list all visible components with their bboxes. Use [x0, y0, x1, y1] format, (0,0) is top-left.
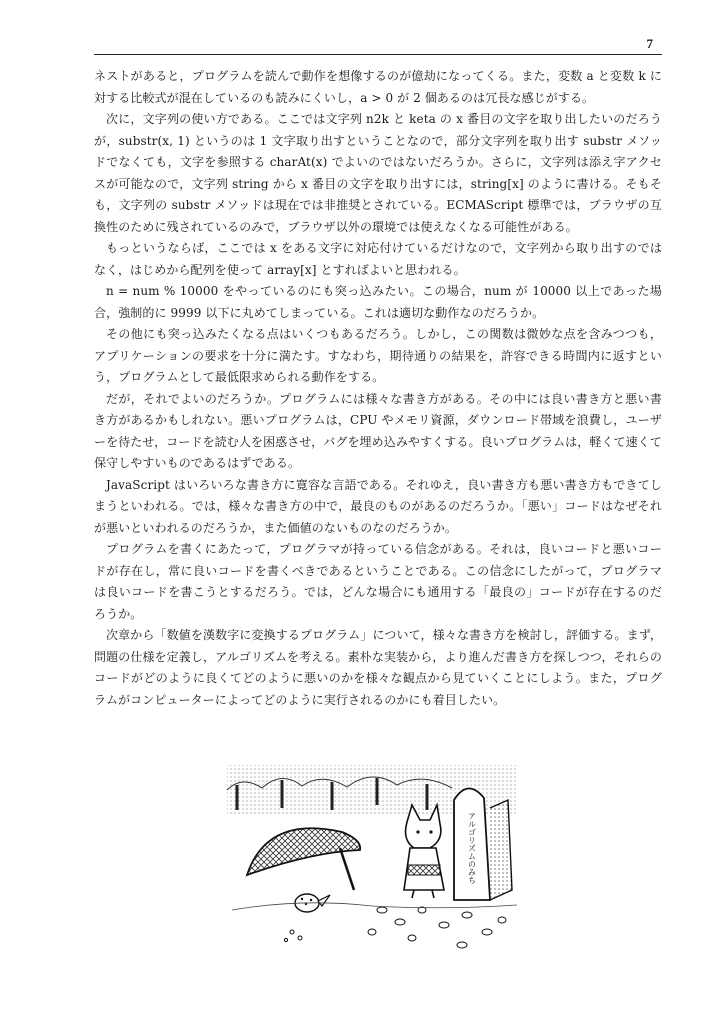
- signpost-stone: [454, 788, 512, 900]
- ground-line: [232, 903, 517, 910]
- paragraph: 次章から「数値を漢数字に変換するプログラム」について，様々な書き方を検討し，評価する。まず，問題の仕様を定義し，アルゴリズムを考える。素朴な実装から，より進んだ書き方を探しつつ，それらのコードがどのように良くてどのように悪いのかを様々な観点から見ていくことにしよう。また，プログラムがコンピューターによってどのように実行されるのかにも着目したい。: [94, 628, 662, 707]
- umbrella-hat: [247, 828, 360, 890]
- paragraph: その他にも突っ込みたくなる点はいくつもあるだろう。しかし，この関数は微妙な点を含みつつも，アプリケーションの要求を十分に満たす。すなわち，期待通りの結果を，許容できる時間内に返すという，プログラムとして最低限求められる動作をする。: [94, 327, 662, 384]
- chapter-illustration: [222, 760, 522, 960]
- paragraph: 次に，文字列の使い方である。ここでは文字列 n2k と keta の x 番目の文字を取り出したいのだろうが，substr(x, 1) というのは 1 文字取り出すということなので，部分文字列を取り出す substr メソッドでなくても，文字を参照する charAt(x) でよいのではないだろうか。さらに，文字列は添え字アクセスが可能なので，文字列 string から x 番目の文字を取り出すには，string[x] のように書ける。そもそも，文字列の substr メソッドは現在では非推奨とされている。ECMAScript 標準では，ブラウザの互換性のために残されているのみで，ブラウザ以外の環境では使えなくなる可能性がある。: [94, 112, 662, 234]
- body-text: [94, 66, 662, 711]
- page-number: 7: [646, 36, 653, 51]
- paragraph: だが，それでよいのだろうか。プログラムには様々な書き方がある。その中には良い書き方と悪い書き方があるかもしれない。悪いプログラムは，CPU やメモリ資源，ダウンロード帯域を浪費し，ユーザーを待たせ，コードを読む人を困惑させ，バグを埋め込みやすくする。良いプログラムは，軽くて速くて保守しやすいものであるはずである。: [94, 391, 662, 470]
- paragraph: JavaScript はいろいろな書き方に寛容な言語である。それゆえ，良い書き方も悪い書き方もできてしまうといわれる。では，様々な書き方の中で，最良のものがあるのだろうか。「悪い」コードはなぜそれが悪いといわれるのだろうか，また価値のないものなのだろうか。: [94, 477, 662, 535]
- fox-character: [404, 805, 444, 898]
- paragraph: ネストがあると，プログラムを読んで動作を想像するのが億劫になってくる。また，変数 a と変数 k に対する比較式が混在しているのも読みにくいし，a > 0 が 2 個あるのは冗長な感じがする。: [94, 69, 662, 105]
- paragraph: プログラムを書くにあたって，プログラマが持っている信念がある。それは，良いコードと悪いコードが存在し，常に良いコードを書くべきであるということである。この信念にしたがって，プログラマは良いコードを書こうとするだろう。では，どんな場合にも通用する「最良の」コードが存在するのだろうか。: [94, 542, 662, 621]
- paragraph: n = num % 10000 をやっているのにも突っ込みたい。この場合，num が 10000 以上であった場合，強制的に 9999 以下に丸めてしまっている。これは適切な動作なのだろうか。: [94, 284, 662, 320]
- header-rule: [94, 54, 662, 55]
- signpost-text: アルゴリズムのみち: [467, 812, 477, 884]
- paragraph: もっというならば，ここでは x をある文字に対応付けているだけなので，文字列から取り出すのではなく，はじめから配列を使って array[x] とすればよいと思われる。: [94, 241, 662, 277]
- fallen-leaves: [284, 907, 506, 948]
